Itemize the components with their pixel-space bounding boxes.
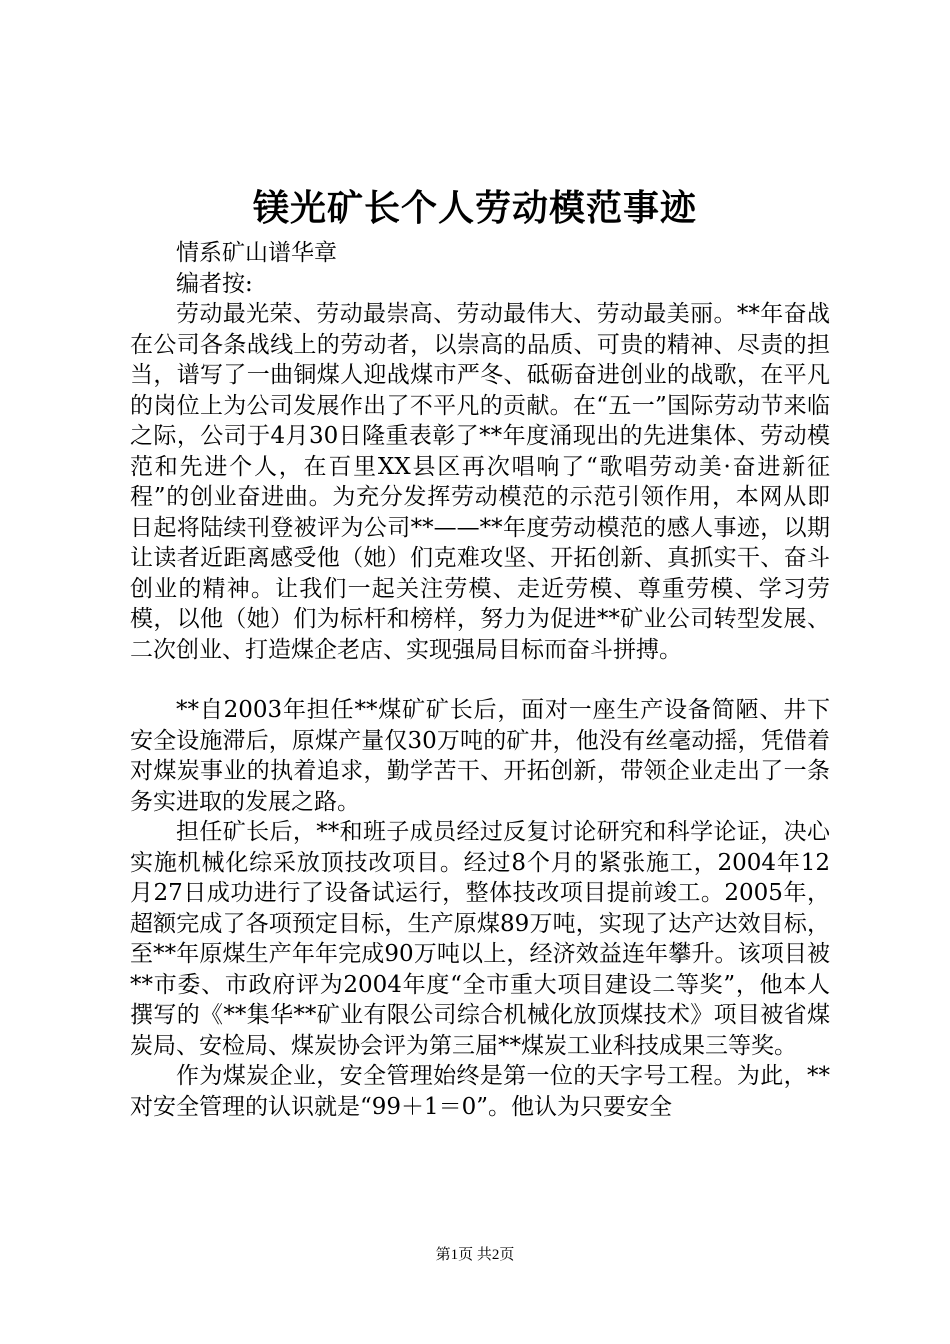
document-body	[130, 238, 830, 1122]
paragraph-technical-renovation: 担任矿长后，**和班子成员经过反复讨论研究和科学论证，决心实施机械化综采放顶技改项目。经过8个月的紧张施工，2004年12月27日成功进行了设备试运行，整体技改项目提前竣工。2005年，超额完成了各项预定目标，生产原煤89万吨，实现了达产达效目标，至**年原煤生产年年完成90万吨以上，经济效益连年攀升。该项目被**市委、市政府评为2004年度“全市重大项目建设二等奖”，他本人撰写的《**集华**矿业有限公司综合机械化放顶煤技术》项目被省煤炭局、安检局、煤炭协会评为第三届**煤炭工业科技成果三等奖。	[130, 819, 830, 1059]
paragraph-intro: **自2003年担任**煤矿矿长后，面对一座生产设备简陋、井下安全设施滞后，原煤产量仅30万吨的矿井，他没有丝毫动摇，凭借着对煤炭事业的执着追求，勤学苦干、开拓创新，带领企业走出了一条务实进取的发展之路。	[130, 697, 830, 815]
page-footer: 第1页 共2页	[435, 1247, 515, 1263]
paragraph-editor-note: 劳动最光荣、劳动最崇高、劳动最伟大、劳动最美丽。**年奋战在公司各条战线上的劳动者，以崇高的品质、可贵的精神、尽责的担当，谱写了一曲铜煤人迎战煤市严冬、砥砺奋进创业的战歌，在平凡的岗位上为公司发展作出了不平凡的贡献。在“五一”国际劳动节来临之际，公司于4月30日隆重表彰了**年度涌现出的先进集体、劳动模范和先进个人，在百里XX县区再次唱响了“歌唱劳动美·奋进新征程”的创业奋进曲。为充分发挥劳动模范的示范引领作用，本网从即日起将陆续刊登被评为公司**——**年度劳动模范的感人事迹，以期让读者近距离感受他（她）们克难攻坚、开拓创新、真抓实干、奋斗创业的精神。让我们一起关注劳模、走近劳模、尊重劳模、学习劳模，以他（她）们为标杆和榜样，努力为促进**矿业公司转型发展、二次创业、打造煤企老店、实现强局目标而奋斗拼搏。	[130, 301, 830, 663]
paragraph-safety: 作为煤炭企业，安全管理始终是第一位的天字号工程。为此，**对安全管理的认识就是“99＋1＝0”。他认为只要安全	[130, 1063, 830, 1120]
editor-note-label: 编者按:	[176, 270, 253, 297]
subtitle: 情系矿山谱华章	[176, 240, 337, 266]
document-title: 镁光矿长个人劳动模范事迹	[252, 188, 697, 229]
